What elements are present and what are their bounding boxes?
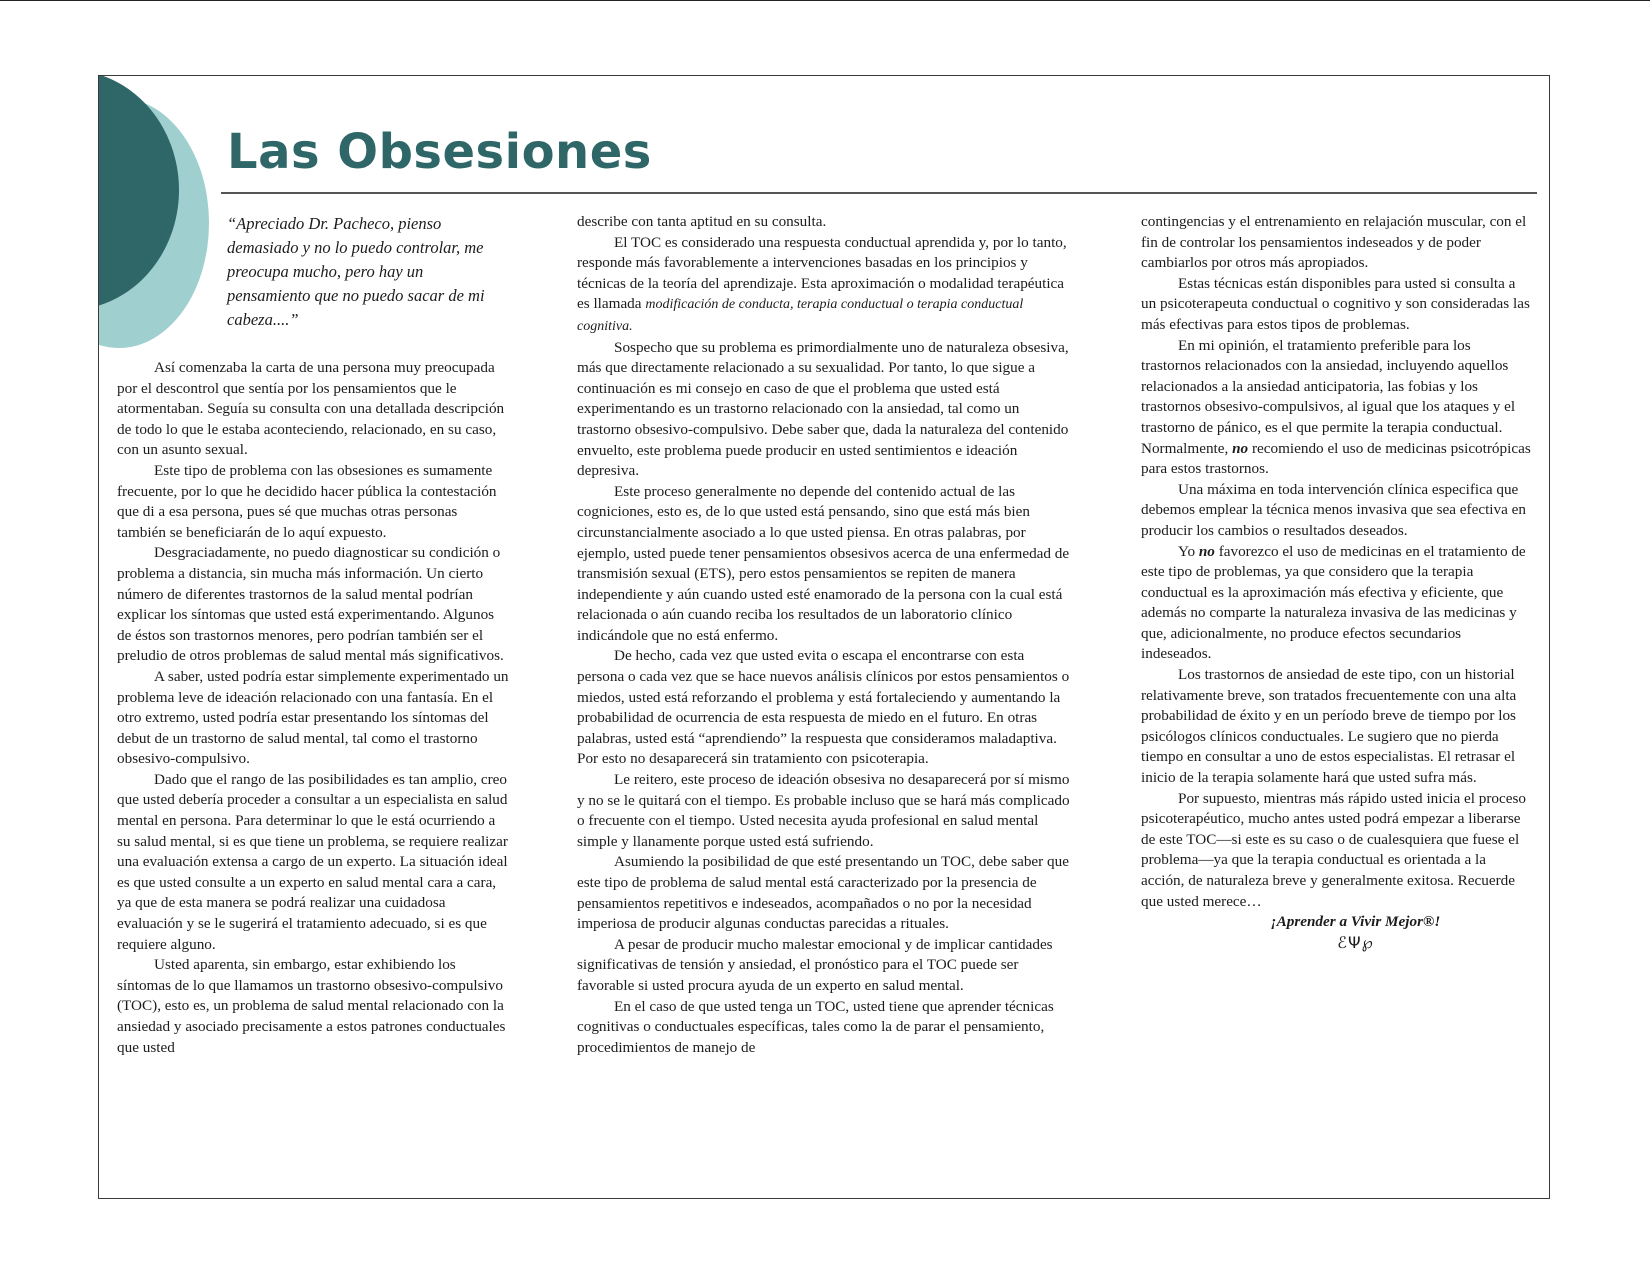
paragraph: Por supuesto, mientras más rápido usted inicia el proceso psicoterapéutico, mucho antes usted podrá empezar a liberarse de este TOC—si este es su caso o de cualesquiera que fuese el problema—ya que la terapia conductual es orientada a la acción, de naturaleza breve y generalmente exitosa. Recuerde que usted merece… xyxy=(1141,789,1526,910)
closing-slogan: ¡Aprender a Vivir Mejor®! xyxy=(1270,913,1441,931)
paragraph: Así comenzaba la carta de una persona muy preocupada por el descontrol que sentía por los pensamientos que le atormentaban. Seguía su consulta con una detallada descripción de todo lo que le estaba aconteciendo, relacionado, en su caso, con un asunto sexual. xyxy=(117,359,505,459)
emphasis-therapy-names: modificación de conducta, terapia conductual o terapia conductual cognitiva. xyxy=(577,297,1024,334)
opening-quote: “Apreciado Dr. Pacheco, pienso demasiado y no lo puedo controlar, me preocupa mucho, pero hay un pensamiento que no puedo sacar de mi cabeza....” xyxy=(227,214,485,329)
paragraph: De hecho, cada vez que usted evita o escapa el encontrarse con esta persona o cada vez que se hace nuevos análisis clínicos por estos pensamientos o miedos, usted está reforzando el problema y está fortaleciendo y aumentando la probabilidad de ocurrencia de esta respuesta de miedo en el futuro. En otras palabras, usted está “aprendiendo” la respuesta que consideramos maladaptiva. Por esto no desaparecerá sin tratamiento con psicoterapia. xyxy=(577,647,1070,768)
paragraph: Asumiendo la posibilidad de que esté presentando un TOC, debe saber que este tipo de problema de salud mental está caracterizado por la presencia de pensamientos repetitivos e indeseados, acompañados o no por la necesidad imperiosa de producir algunas conductas parecidas a rituales. xyxy=(577,853,1069,933)
column-2 xyxy=(577,212,1075,1058)
paragraph: A saber, usted podría estar simplemente experimentado un problema leve de ideación relacionado con una fantasía. En el otro extremo, usted podría estar presentando los síntomas del debut de un trastorno de salud mental, tal como el trastorno obsesivo-compulsivo. xyxy=(117,667,509,768)
emphasis-no: no xyxy=(1232,439,1249,457)
paragraph: Los trastornos de ansiedad de este tipo, con un historial relativamente breve, son tratados frecuentemente con una alta probabilidad de éxito y en un período breve de tiempo por los psicólogos clínicos conductuales. Le sugiero que no pierda tiempo en consultar a uno de estos especialistas. El retrasar el inicio de la terapia solamente hará que usted sufra más. xyxy=(1141,666,1517,787)
paragraph-text: En mi opinión, el tratamiento preferible para los trastornos relacionados con la ansiedad, incluyendo aquellos relacionados a la ansiedad anticipatoria, las fobias y los trastornos obsesivo-compulsivos, al igual que los ataques y el trastorno de pánico, es el que permite la terapia conductual. Normalmente, xyxy=(1141,336,1516,457)
paragraph: Sospecho que su problema es primordialmente uno de naturaleza obsesiva, más que directamente relacionado a su sexualidad. Por tanto, lo que sigue a continuación es mi consejo en caso de que el problema que usted está experimentando es un trastorno relacionado con la ansiedad, tal como un trastorno obsesivo-compulsivo. Debe saber que, dada la naturaleza del contenido envuelto, este problema puede producir en usted sentimientos e ideación depresiva. xyxy=(577,338,1069,480)
paragraph: Este proceso generalmente no depende del contenido actual de las cogniciones, esto es, de lo que usted está pensando, sino que está más bien circunstancialmente asociado a lo que usted piensa. En otras palabras, por ejemplo, usted puede tener pensamientos obsesivos acerca de una enfermedad de transmisión sexual (ETS), pero estos pensamientos se repiten de manera independiente y aún cuando usted esté enamorado de la persona con la cual está relacionada o aún cuando reciba los resultados de un laboratorio clínico indicándole que no está enfermo. xyxy=(577,482,1070,644)
paragraph: Una máxima en toda intervención clínica especifica que debemos emplear la técnica menos invasiva que sea efectiva en producir los cambios o resultados deseados. xyxy=(1141,480,1526,539)
emphasis-no: no xyxy=(1198,542,1215,560)
paragraph-text: recomiendo el uso de medicinas psicotrópicas para estos trastornos. xyxy=(1141,439,1531,478)
paragraph: Desgraciadamente, no puedo diagnosticar su condición o problema a distancia, sin mucha más información. Un cierto número de diferentes trastornos de la salud mental podrían explicar los síntomas que usted está experimentando. Algunos de éstos son trastornos menores, pero podrían también ser el preludio de otros problemas de salud mental más significativos. xyxy=(117,544,504,665)
paragraph xyxy=(577,233,1075,338)
page-top-edge xyxy=(0,0,1650,1)
column-3 xyxy=(1141,212,1533,953)
paragraph: Dado que el rango de las posibilidades es tan amplio, creo que usted debería proceder a consultar a un especialista en salud mental en persona. Para determinar lo que le está ocurriendo a su salud mental, si es que tiene un problema, se requiere realizar una evaluación extensa a cargo de un experto. La situación ideal es que usted consulte a un experto en salud mental cara a cara, ya que de esta manera se podrá realizar una cuidadosa evaluación y se le sugerirá el tratamiento adecuado, si es que requiere alguno. xyxy=(117,770,508,953)
article-frame xyxy=(98,75,1550,1199)
paragraph xyxy=(1141,542,1533,666)
paragraph: Usted aparenta, sin embargo, estar exhibiendo los síntomas de lo que llamamos un trastorno obsesivo-compulsivo (TOC), esto es, un problema de salud mental relacionado con la ansiedad y asociado precisamente a estos patrones conductuales que usted xyxy=(117,956,506,1056)
paragraph: En el caso de que usted tenga un TOC, usted tiene que aprender técnicas cognitivas o conductuales específicas, tales como la de parar el pensamiento, procedimientos de manejo de xyxy=(577,997,1054,1056)
paragraph-text: El TOC es considerado una respuesta conductual aprendida y, por lo tanto, responde más favorablemente a intervenciones basadas en los principios y técnicas de la teoría del aprendizaje. Esta aproximación o modalidad terapéutica es llamada xyxy=(577,233,1067,313)
ornament-icon: ℰΨ℘ xyxy=(1337,932,1374,952)
paragraph-text: favorezco el uso de medicinas en el tratamiento de este tipo de problemas, ya que considero que la terapia conductual es la aproximación más efectiva y eficiente, que además no comparte la naturaleza invasiva de las medicinas y que, adicionalmente, no produce efectos secundarios indeseados. xyxy=(1141,542,1526,663)
article-title: Las Obsesiones xyxy=(227,124,652,180)
paragraph-continuation: describe con tanta aptitud en su consulta. xyxy=(577,213,827,230)
paragraph xyxy=(1141,336,1533,480)
paragraph: Estas técnicas están disponibles para usted si consulta a un psicoterapeuta conductual o cognitivo y son consideradas las más efectivas para estos tipos de problemas. xyxy=(1141,274,1530,333)
decorative-circles xyxy=(99,76,219,356)
column-1 xyxy=(117,358,509,1058)
paragraph: Este tipo de problema con las obsesiones es sumamente frecuente, por lo que he decidido hacer pública la contestación que di a esa persona, pues sé que muchas otras personas también se beneficiarán de lo aquí expuesto. xyxy=(117,461,497,541)
paragraph-text: Yo xyxy=(1178,542,1199,560)
title-divider xyxy=(221,192,1537,194)
paragraph: Le reitero, este proceso de ideación obsesiva no desaparecerá por sí mismo y no se le quitará con el tiempo. Es probable incluso que se hará más complicado o frecuente con el tiempo. Usted necesita ayuda profesional en salud mental simple y llanamente porque usted está sufriendo. xyxy=(577,771,1070,850)
paragraph: A pesar de producir mucho malestar emocional y de implicar cantidades significativas de tensión y ansiedad, el pronóstico para el TOC puede ser favorable si usted procura ayuda de un experto en salud mental. xyxy=(577,935,1053,994)
paragraph-continuation: contingencias y el entrenamiento en relajación muscular, con el fin de controlar los pensamientos indeseados y de poder cambiarlos por otros más apropiados. xyxy=(1141,213,1527,272)
